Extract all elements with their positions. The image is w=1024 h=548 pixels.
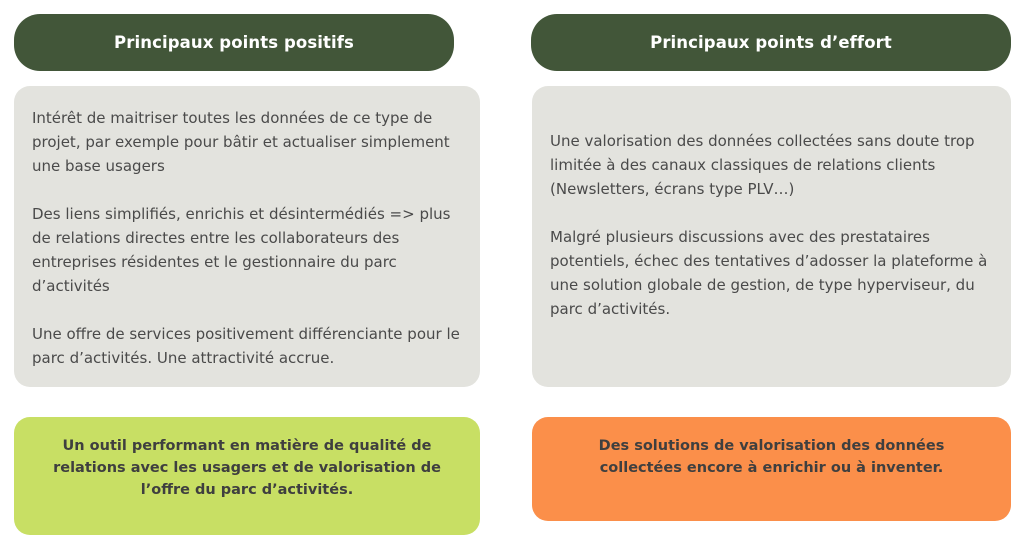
efforts-header bbox=[531, 14, 1011, 71]
positives-paragraph-1: Intérêt de maitriser toutes les données de ce type de projet, par exemple pour bâtir et actualiser simplement une base usagers bbox=[32, 109, 450, 175]
positives-summary bbox=[14, 417, 480, 535]
positives-paragraph-3: Une offre de services positivement différenciante pour le parc d’activités. Une attractivité accrue. bbox=[32, 325, 460, 367]
efforts-summary-text: Des solutions de valorisation des données collectées encore à enrichir ou à inventer. bbox=[598, 438, 945, 476]
efforts-paragraph-1: Une valorisation des données collectées sans doute trop limitée à des canaux classiques de relations clients (Newsletters, écrans type PLV…) bbox=[550, 132, 975, 198]
efforts-summary bbox=[532, 417, 1011, 521]
efforts-paragraph-2: Malgré plusieurs discussions avec des prestataires potentiels, échec des tentatives d’adosser la plateforme à une solution globale de gestion, de type hyperviseur, du parc d’activités. bbox=[550, 228, 988, 318]
efforts-title: Principaux points d’effort bbox=[650, 33, 892, 52]
positives-paragraph-2: Des liens simplifiés, enrichis et désintermédiés => plus de relations directes entre les collaborateurs des entreprises résidentes et le gestionnaire du parc d’activités bbox=[32, 205, 451, 295]
positives-title: Principaux points positifs bbox=[114, 33, 354, 52]
positives-summary-text: Un outil performant en matière de qualité de relations avec les usagers et de valorisation de l’offre du parc d’activités. bbox=[53, 438, 441, 498]
positives-panel bbox=[14, 86, 480, 387]
efforts-panel bbox=[532, 86, 1011, 387]
positives-header bbox=[14, 14, 454, 71]
